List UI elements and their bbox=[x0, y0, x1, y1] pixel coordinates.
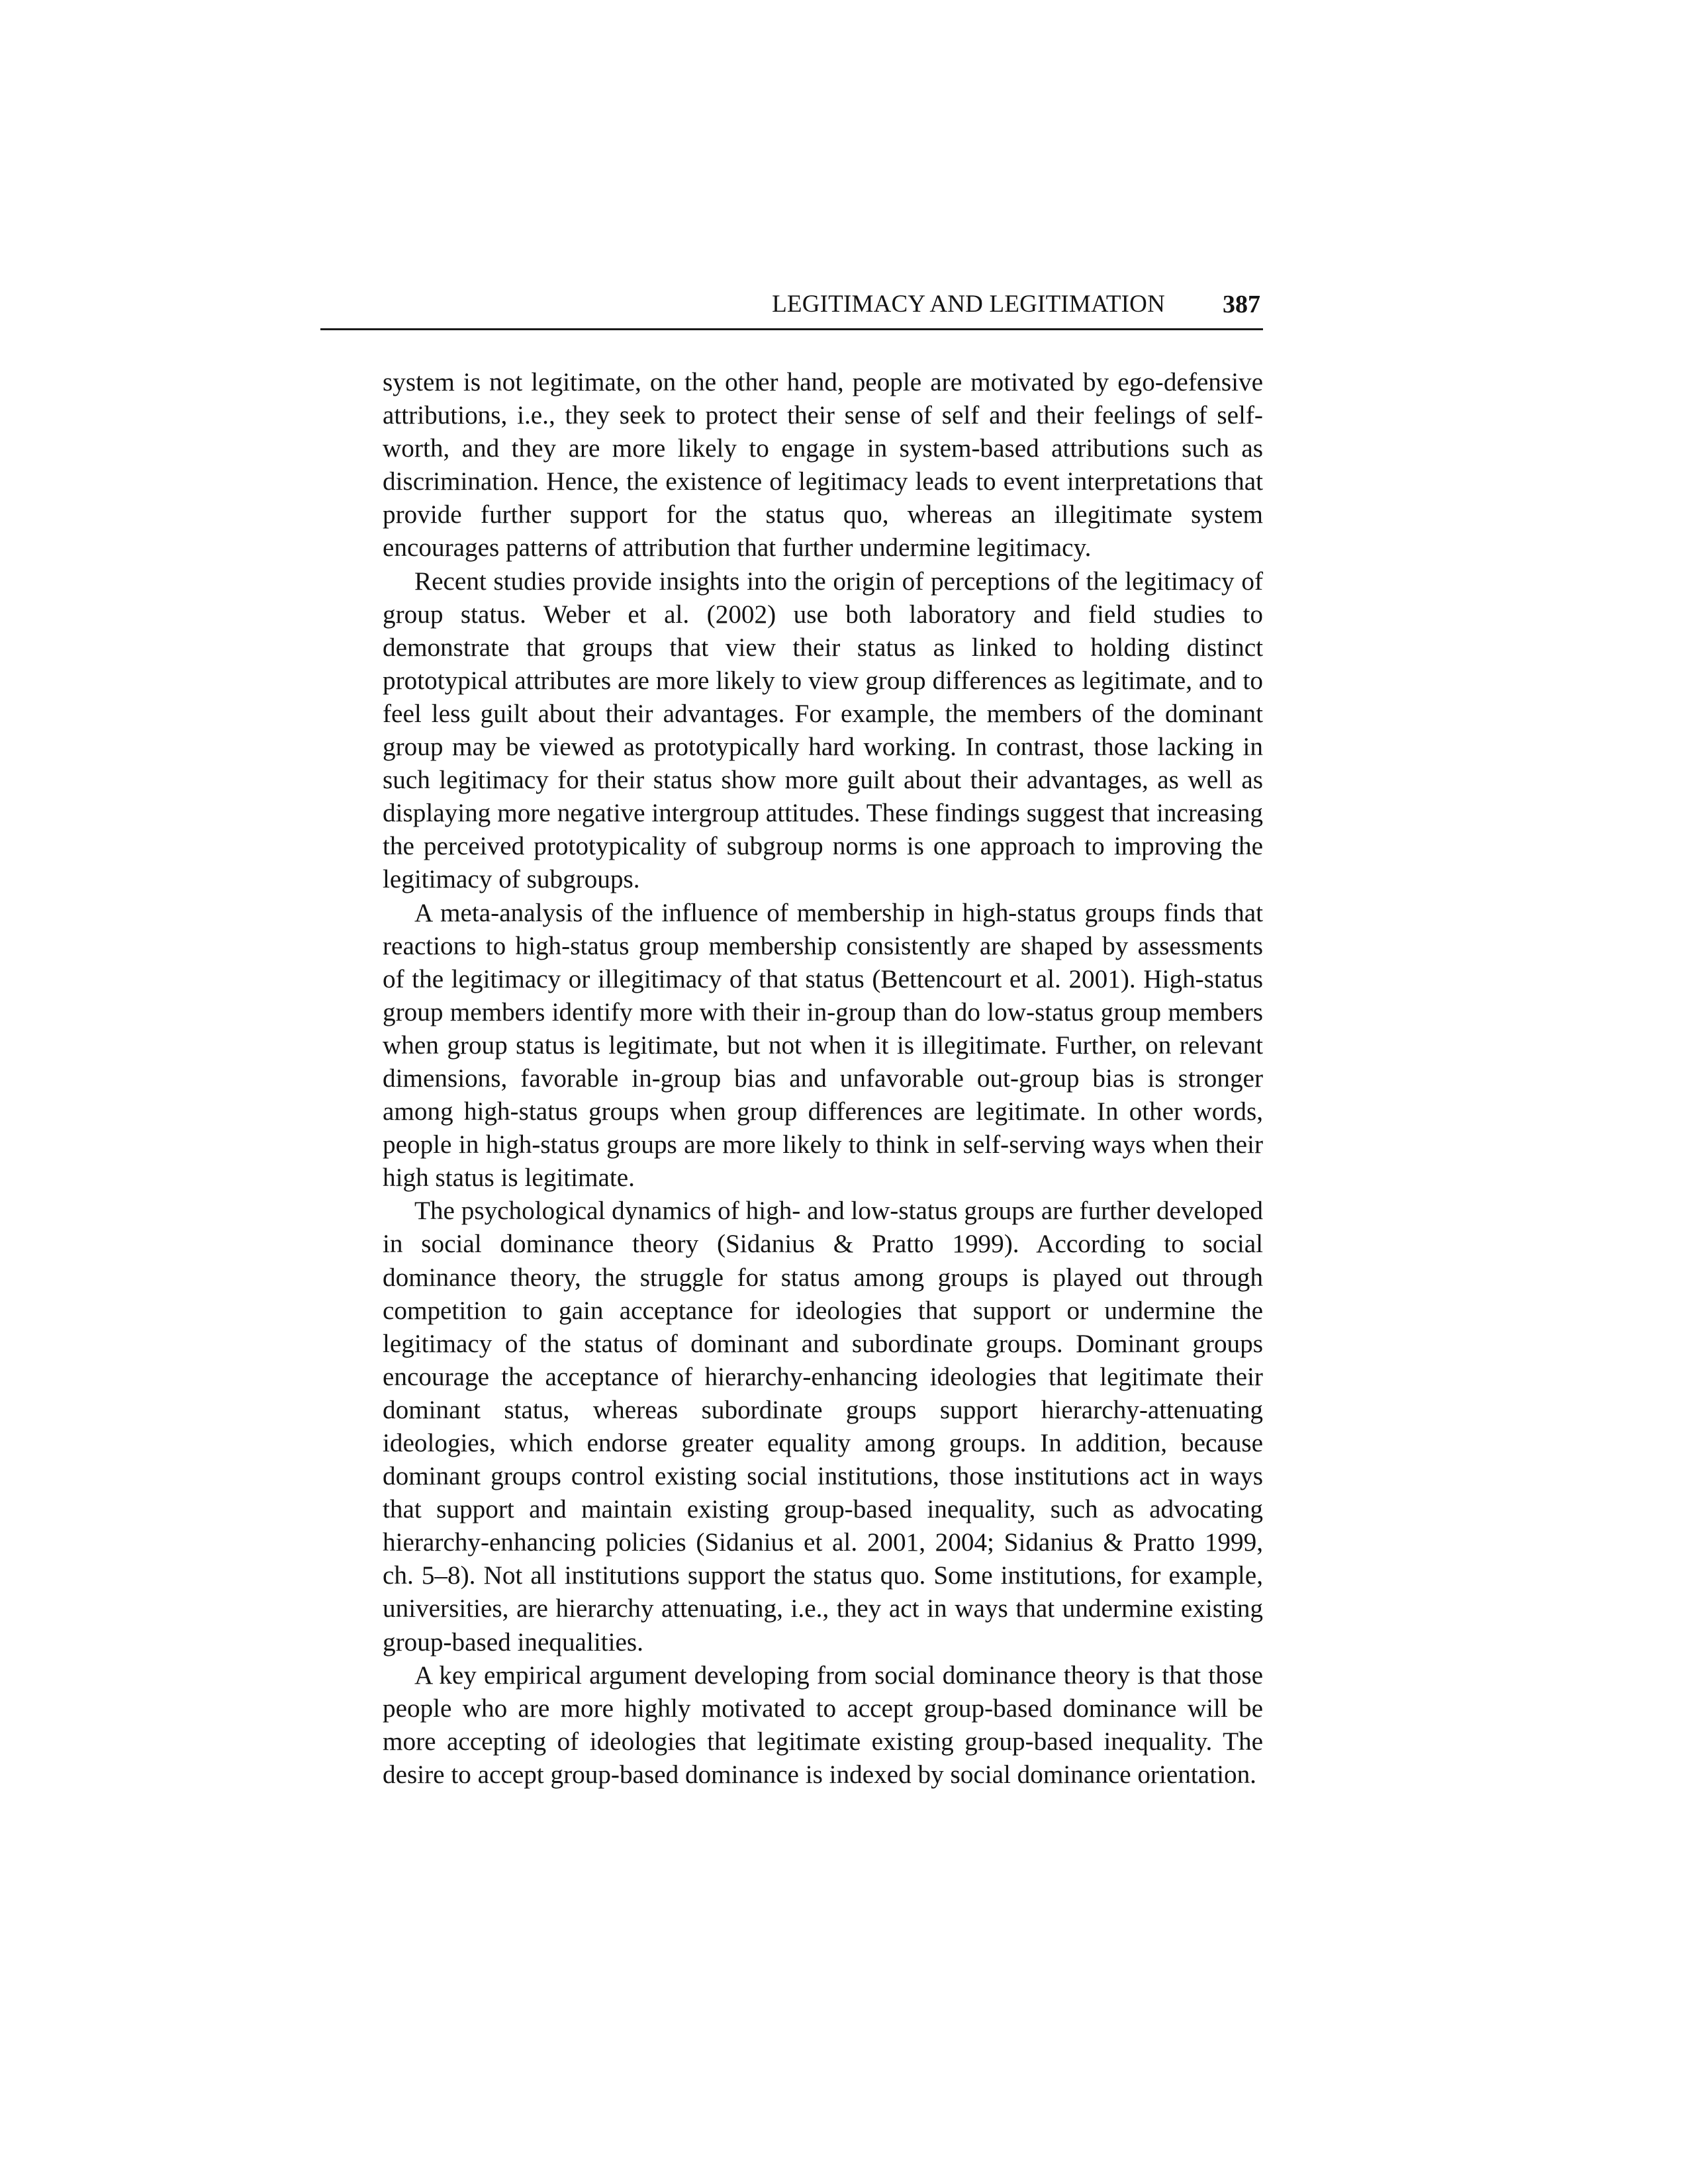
paragraph-1: system is not legitimate, on the other hand, people are motivated by ego-defensive attributions, i.e., they seek to protect their sense of self and their feelings of self-worth, and they are more likely to engage in system-based attributions such as discrimination. Hence, the existence of legitimacy leads to event interpretations that provide further support for the status quo, whereas an illegitimate system encourages patterns of attribution that further undermine legitimacy. bbox=[383, 368, 1263, 563]
page-number: 387 bbox=[1223, 291, 1260, 318]
running-title: LEGITIMACY AND LEGITIMATION bbox=[772, 291, 1165, 318]
body-text bbox=[383, 366, 1263, 1792]
running-head bbox=[320, 285, 1263, 330]
paragraph-5: A key empirical argument developing from social dominance theory is that those people who are more highly motivated to accept group-based dominance will be more accepting of ideologies that legitimate existing group-based inequality. The desire to accept group-based dominance is indexed by social dominance orientation. bbox=[383, 1661, 1263, 1789]
paragraph-4: The psychological dynamics of high- and low-status groups are further developed in social dominance theory (Sidanius & Pratto 1999). According to social dominance theory, the struggle for status among groups is played out through competition to gain acceptance for ideologies that support or undermine the legitimacy of the status of dominant and subordinate groups. Dominant groups encourage the acceptance of hierarchy-enhancing ideologies that legitimate their dominant status, whereas subordinate groups support hierarchy-attenuating ideologies, which endorse greater equality among groups. In addition, because dominant groups control existing social institutions, those institutions act in ways that support and maintain existing group-based inequality, such as advocating hierarchy-enhancing policies (Sidanius et al. 2001, 2004; Sidanius & Pratto 1999, ch. 5–8). Not all institutions support the status quo. Some institutions, for example, universities, are hierarchy attenuating, i.e., they act in ways that undermine existing group-based inequalities. bbox=[383, 1197, 1263, 1657]
paragraph-3: A meta-analysis of the influence of membership in high-status groups finds that reactions to high-status group membership consistently are shaped by assessments of the legitimacy or illegitimacy of that status (Bettencourt et al. 2001). High-status group members identify more with their in-group than do low-status group members when group status is legitimate, but not when it is illegitimate. Further, on relevant dimensions, favorable in-group bias and unfavorable out-group bias is stronger among high-status groups when group differences are legitimate. In other words, people in high-status groups are more likely to think in self-serving ways when their high status is legitimate. bbox=[383, 898, 1263, 1193]
paragraph-2: Recent studies provide insights into the origin of perceptions of the legitimacy of group status. Weber et al. (2002) use both laboratory and field studies to demonstrate that groups that view their status as linked to holding distinct prototypical attributes are more likely to view group differences as legitimate, and to feel less guilt about their advantages. For example, the members of the dominant group may be viewed as prototypically hard working. In contrast, those lacking in such legitimacy for their status show more guilt about their advantages, as well as displaying more negative intergroup attitudes. These findings suggest that increasing the perceived prototypicality of subgroup norms is one approach to improving the legitimacy of subgroups. bbox=[383, 567, 1263, 894]
